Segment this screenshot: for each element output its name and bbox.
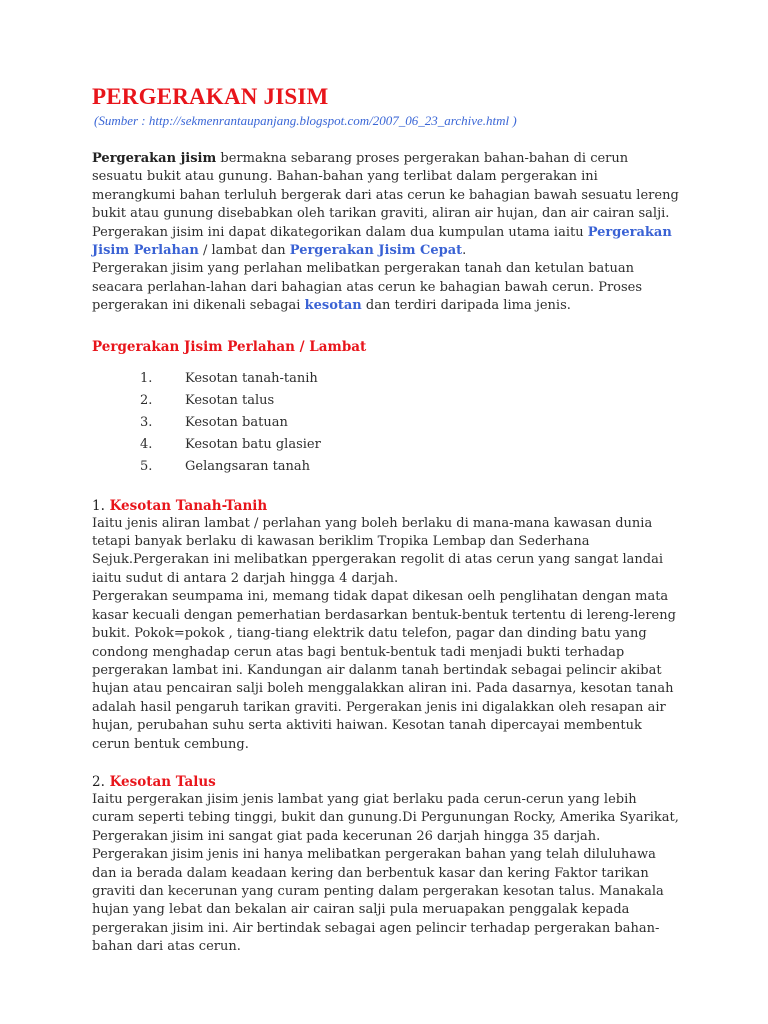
list-item: [92, 390, 682, 412]
kesotan-talus-paragraph-1: Iaitu pergerakan jisim jenis lambat yang giat berlaku pada cerun-cerun yang lebih curam seperti tebing tinggi, bukit dan gunung.Di Pergunungan Rocky, Amerika Syarikat, Pergerakan jisim ini sangat giat pada kecerunan 26 darjah hingga 35 darjah.: [92, 791, 679, 844]
intro-text-1: bermakna sebarang proses pergerakan bahan-bahan di cerun sesuatu bukit atau gunung. Bahan-bahan yang terlibat dalam pergerakan ini merangkumi bahan terluluh bergerak dari atas cerun ke bahagian bawah sesuatu lereng bukit atau gunung disebabkan oleh tarikan graviti, aliran air hujan, dan air cairan salji. Pergerakan jisim ini dapat dikategorikan dalam dua kumpulan utama iaitu: [92, 151, 679, 240]
list-item-label: Kesotan talus: [185, 392, 275, 408]
list-item: [92, 412, 682, 434]
subsection-heading-kesotan-tanah-tanih: [92, 497, 682, 515]
list-item: [92, 434, 682, 456]
kesotan-tanah-paragraph-2: Pergerakan seumpama ini, memang tidak dapat dikesan oelh penglihatan dengan mata kasar kecuali dengan pemerhatian berdasarkan bentuk-bentuk tertentu di lereng-lereng bukit. Pokok=pokok , tiang-tiang elektrik datu telefon, pagar dan dinding batu yang condong menghadap cerun atas bagi bentuk-bentuk tadi menjadi bukti terhadap pergerakan lambat ini. Kandungan air dalanm tanah bertindak sebagai pelincir akibat hujan atau pencairan salji boleh menggalakkan aliran ini. Pada dasarnya, kesotan tanah adalah hasil pengaruh tarikan graviti. Pergerakan jenis ini digalakkan oleh resapan air hujan, perubahan suhu serta aktiviti haiwan. Kesotan tanah dipercayai membentuk cerun bentuk cembung.: [92, 589, 676, 752]
list-item-label: Kesotan batu glasier: [185, 436, 321, 452]
intro-paragraph-2: [92, 260, 682, 315]
list-item-number: 5.: [140, 458, 153, 474]
intro-text-3: .: [462, 243, 467, 259]
list-item-number: 3.: [140, 414, 153, 430]
subsection-number: 2.: [92, 773, 105, 790]
intro-p2-text-2: dan terdiri daripada lima jenis.: [361, 298, 571, 314]
subsection-title: Kesotan Talus: [109, 773, 216, 790]
document-title: PERGERAKAN JISIM: [92, 84, 329, 109]
section-heading-perlahan: Pergerakan Jisim Perlahan / Lambat: [92, 338, 367, 355]
intro-lead-term: Pergerakan jisim: [92, 151, 217, 166]
intro-p2-text-1: Pergerakan jisim yang perlahan melibatkan pergerakan tanah dan ketulan batuan seacara perlahan-lahan dari bahagian atas cerun ke bahagian bawah cerun. Proses pergerakan ini dikenali sebagai: [92, 261, 643, 314]
link-pergerakan-jisim-perlahan[interactable]: Pergerakan Jisim Perlahan: [92, 224, 672, 259]
types-list: [92, 368, 682, 478]
list-item-label: Kesotan batuan: [185, 414, 288, 430]
list-item-label: Kesotan tanah-tanih: [185, 370, 318, 386]
list-item: [92, 456, 682, 478]
subsection-number: 1.: [92, 497, 105, 514]
link-kesotan[interactable]: kesotan: [304, 298, 362, 314]
list-item: [92, 368, 682, 390]
document-page: [92, 82, 682, 957]
intro-text-2: / lambat dan: [198, 243, 290, 259]
kesotan-talus-paragraph-2: Pergerakan jisim jenis ini hanya melibatkan pergerakan bahan yang telah diluluhawa dan ia berada dalam keadaan kering dan berbentuk kasar dan kering Faktor tarikan graviti dan kecerunan yang curam penting dalam pergerakan kesotan talus. Manakala hujan yang lebat dan bekalan air cairan salji pula meruapakan penggalak kepada pergerakan jisim ini. Air bertindak sebagai agen pelincir terhadap pergerakan bahan-bahan dari atas cerun.: [92, 847, 664, 955]
subsection-heading-kesotan-talus: [92, 773, 682, 791]
kesotan-tanah-paragraph-1: Iaitu jenis aliran lambat / perlahan yang boleh berlaku di mana-mana kawasan dunia tetapi banyak berlaku di kawasan beriklim Tropika Lembap dan Sederhana Sejuk.Pergerakan ini melibatkan ppergerakan regolit di atas cerun yang sangat landai iaitu sudut di antara 2 darjah hingga 4 darjah.: [92, 515, 664, 586]
subsection-title: Kesotan Tanah-Tanih: [109, 497, 268, 514]
list-item-number: 2.: [140, 392, 153, 408]
source-citation[interactable]: (Sumber : http://sekmenrantaupanjang.blogspot.com/2007_06_23_archive.html ): [94, 113, 517, 128]
link-pergerakan-jisim-cepat[interactable]: Pergerakan Jisim Cepat: [289, 243, 463, 259]
list-item-number: 1.: [140, 370, 153, 386]
list-item-label: Gelangsaran tanah: [185, 458, 311, 474]
intro-paragraph: [92, 150, 682, 260]
list-item-number: 4.: [140, 436, 153, 452]
